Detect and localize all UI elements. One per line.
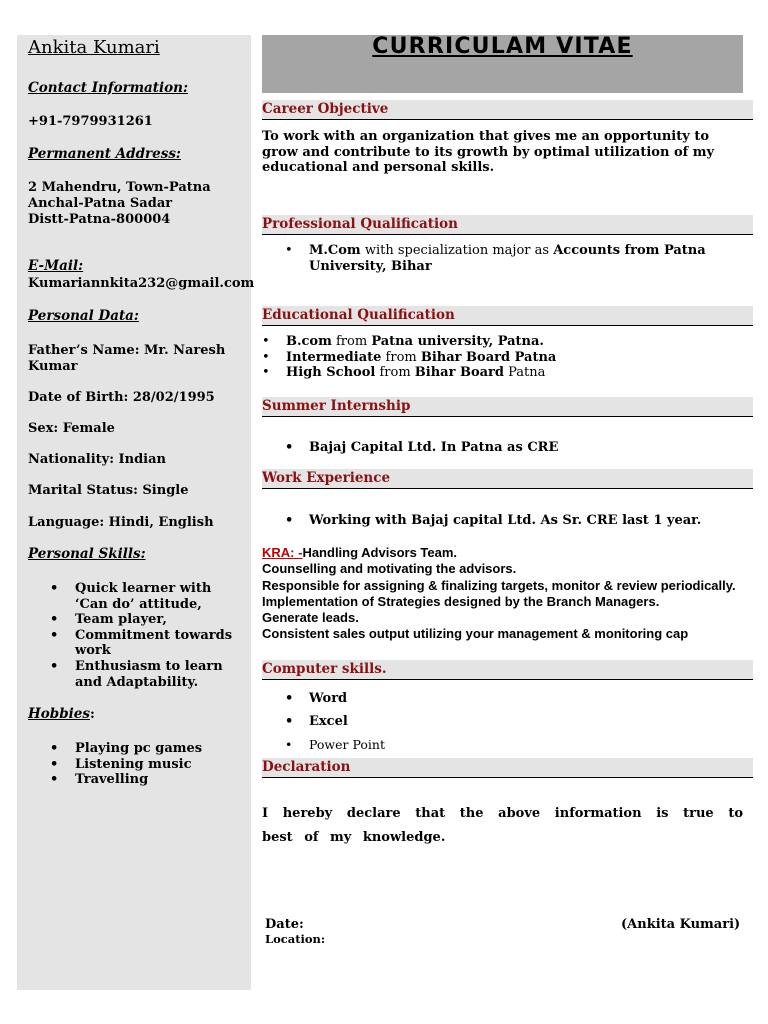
section-title: Summer Internship — [262, 398, 411, 414]
father-name: Father’s Name: Mr. Naresh — [28, 343, 226, 358]
list-item: • Team player, — [50, 612, 245, 628]
internship-list — [285, 440, 745, 456]
list-item: • Travelling — [50, 772, 245, 788]
list-item: • Bajaj Capital Ltd. In Patna as CRE — [285, 440, 745, 456]
list-item: • High School from Bihar Board Patna — [262, 365, 744, 381]
email-address: Kumariannkita232@gmail.com — [28, 276, 255, 291]
hobbies-heading-row — [28, 707, 95, 723]
languages: Language: Hindi, English — [28, 515, 214, 530]
list-item: • Excel — [285, 710, 485, 733]
section-header-education — [262, 306, 753, 326]
kra-line: Implementation of Strategies designed by the Branch Managers. — [262, 593, 660, 609]
sidebar-panel — [17, 35, 251, 990]
hobbies-list — [50, 741, 245, 788]
section-title: Professional Qualification — [262, 216, 458, 232]
personal-skills-heading: Personal Skills: — [28, 546, 146, 562]
sex: Sex: Female — [28, 421, 115, 436]
date-of-birth: Date of Birth: 28/02/1995 — [28, 390, 215, 405]
section-header-work — [262, 469, 753, 489]
list-item: • Commitment towards work — [50, 628, 245, 659]
professional-list — [285, 243, 747, 274]
kra-block — [262, 545, 744, 643]
contact-heading: Contact Information: — [28, 80, 188, 96]
list-item: • B.com from Patna university, Patna. — [262, 334, 744, 350]
section-title: Work Experience — [262, 470, 391, 486]
personal-data-heading: Personal Data: — [28, 308, 139, 324]
section-header-career — [262, 100, 753, 120]
kra-label: KRA: - — [262, 545, 303, 560]
email-heading: E-Mail: — [28, 258, 84, 274]
section-title: Educational Qualification — [262, 307, 455, 323]
page-title: CURRICULAM VITAE — [372, 34, 633, 59]
list-item: • M.Com with specialization major as Accounts from Patna University, Bihar — [285, 243, 747, 274]
list-item: • Enthusiasm to learn and Adaptability. — [50, 659, 245, 690]
section-title: Declaration — [262, 759, 351, 775]
list-item: • Power Point — [285, 733, 485, 756]
list-item: • Word — [285, 687, 485, 710]
marital-status: Marital Status: Single — [28, 483, 189, 498]
declaration-text: I hereby declare that the above information is true to best of my knowledge. — [262, 806, 743, 845]
section-title: Career Objective — [262, 101, 389, 117]
address-line: 2 Mahendru, Town-Patna — [28, 180, 211, 195]
phone-number: +91-7979931261 — [28, 114, 153, 129]
signature-name: (Ankita Kumari) — [621, 917, 741, 932]
computer-skills-list — [285, 687, 485, 756]
kra-line: Responsible for assigning & finalizing targets, monitor & review periodically. — [262, 577, 736, 593]
section-header-declaration — [262, 758, 753, 778]
list-item: • Working with Bajaj capital Ltd. As Sr. CRE last 1 year. — [285, 513, 745, 529]
address-line: Anchal-Patna Sadar — [28, 196, 173, 211]
section-header-professional — [262, 215, 753, 235]
kra-line: Generate leads. — [262, 610, 359, 626]
career-objective-text: To work with an organization that gives me an opportunity to grow and contribute to its growth by optimal utilization of my educational and personal skills. — [262, 129, 715, 175]
kra-line: Counselling and motivating the advisors. — [262, 561, 517, 577]
address-line: Distt-Patna-800004 — [28, 212, 171, 227]
section-header-internship — [262, 397, 753, 417]
education-list — [262, 334, 744, 381]
list-item: • Intermediate from Bihar Board Patna — [262, 350, 744, 366]
kra-first-line: KRA: -Handling Advisors Team. — [262, 545, 458, 560]
list-item: • Quick learner with ‘Can do’ attitude, — [50, 581, 245, 612]
list-item: • Playing pc games — [50, 741, 245, 757]
nationality: Nationality: Indian — [28, 452, 166, 467]
personal-skills-list — [50, 581, 245, 690]
section-header-computer — [262, 660, 753, 680]
father-name-cont: Kumar — [28, 359, 78, 374]
kra-line: Consistent sales output utilizing your management & monitoring cap — [262, 626, 689, 642]
hobbies-colon: : — [89, 707, 95, 722]
date-label: Date: — [265, 917, 304, 932]
address-heading: Permanent Address: — [28, 146, 181, 162]
list-item: • Listening music — [50, 757, 245, 773]
hobbies-heading: Hobbies — [28, 706, 90, 722]
work-list — [285, 513, 745, 529]
location-label: Location: — [265, 932, 326, 946]
section-title: Computer skills. — [262, 661, 387, 677]
candidate-name: Ankita Kumari — [28, 37, 160, 58]
